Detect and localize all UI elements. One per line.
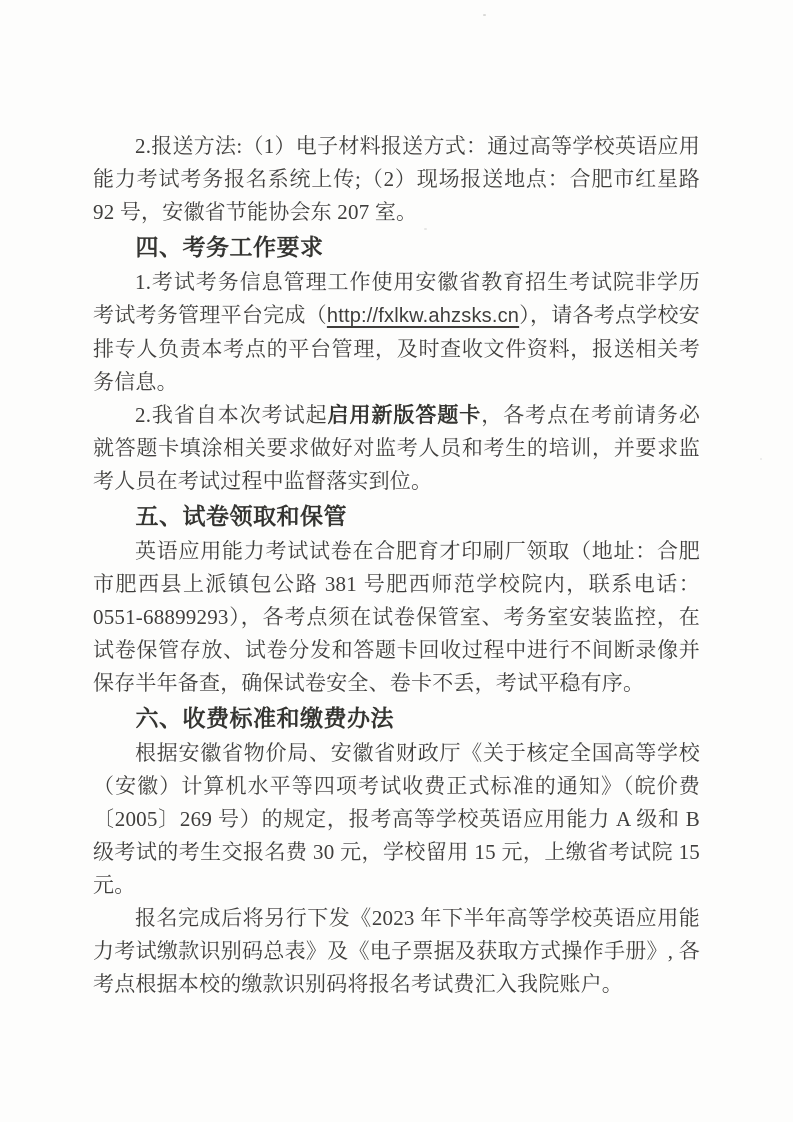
body-paragraph [93, 266, 700, 399]
body-paragraph [93, 130, 700, 229]
body-paragraph [93, 399, 700, 498]
text-segment: 2.我省自本次考试起 [135, 403, 328, 427]
url-text: http://fxlkw.ahzsks.cn [326, 305, 520, 327]
text-segment: 五、试卷领取和保管 [135, 503, 348, 529]
section-heading [93, 500, 700, 533]
scan-speck [760, 458, 762, 460]
text-segment: 根据安徽省物价局、安徽省财政厅《关于核定全国高等学校（安徽）计算机水平等四项考试收费正式标准的通知》（皖价费〔2005〕269 号）的规定，报考高等学校英语应用能力 A 级和 B 级考试的考生交报名费 30 元，学校留用 15 元，上缴省考试院 15 元。 [93, 741, 700, 897]
text-segment: ），请各考点学校安排专人负责本考点的平台管理，及时查收文件资料，报送相关考务信息。 [93, 303, 700, 394]
body-paragraph [93, 737, 700, 902]
section-heading [93, 702, 700, 735]
text-segment: 四、考务工作要求 [135, 234, 324, 260]
document-body [93, 130, 700, 1001]
text-segment: 2.报送方法:（1）电子材料报送方式：通过高等学校英语应用能力考试考务报名系统上传;（2）现场报送地点：合肥市红星路 92 号，安徽省节能协会东 207 室。 [93, 134, 700, 224]
text-segment: 英语应用能力考试试卷在合肥育才印刷厂领取（地址：合肥市肥西县上派镇包公路 381 号肥西师范学校院内，联系电话：0551-68899293），各考点须在试卷保管室、考务室安装监控，在试卷保管存放、试卷分发和答题卡回收过程中进行不间断录像并保存半年备查，确保试卷安全、卷卡不丢，考试平稳有序。 [93, 539, 700, 695]
body-paragraph [93, 902, 700, 1001]
emphasis-text: 启用新版答题卡 [327, 403, 482, 427]
text-segment: 报名完成后将另行下发《2023 年下半年高等学校英语应用能力考试缴款识别码总表》及《电子票据及获取方式操作手册》, 各考点根据本校的缴款识别码将报名考试费汇入我院账户。 [93, 906, 700, 996]
text-segment: 六、收费标准和缴费办法 [135, 705, 395, 731]
text-segment: 1.考试考务信息管理工作使用安徽省教育招生考试院非学历考试考务管理平台完成（ [93, 270, 700, 327]
text-segment: ，各考点在考前请务必就答题卡填涂相关要求做好对监考人员和考生的培训，并要求监考人员在考试过程中监督落实到位。 [93, 403, 701, 493]
body-paragraph [93, 535, 700, 700]
section-heading [93, 231, 700, 264]
scan-speck [483, 14, 486, 16]
